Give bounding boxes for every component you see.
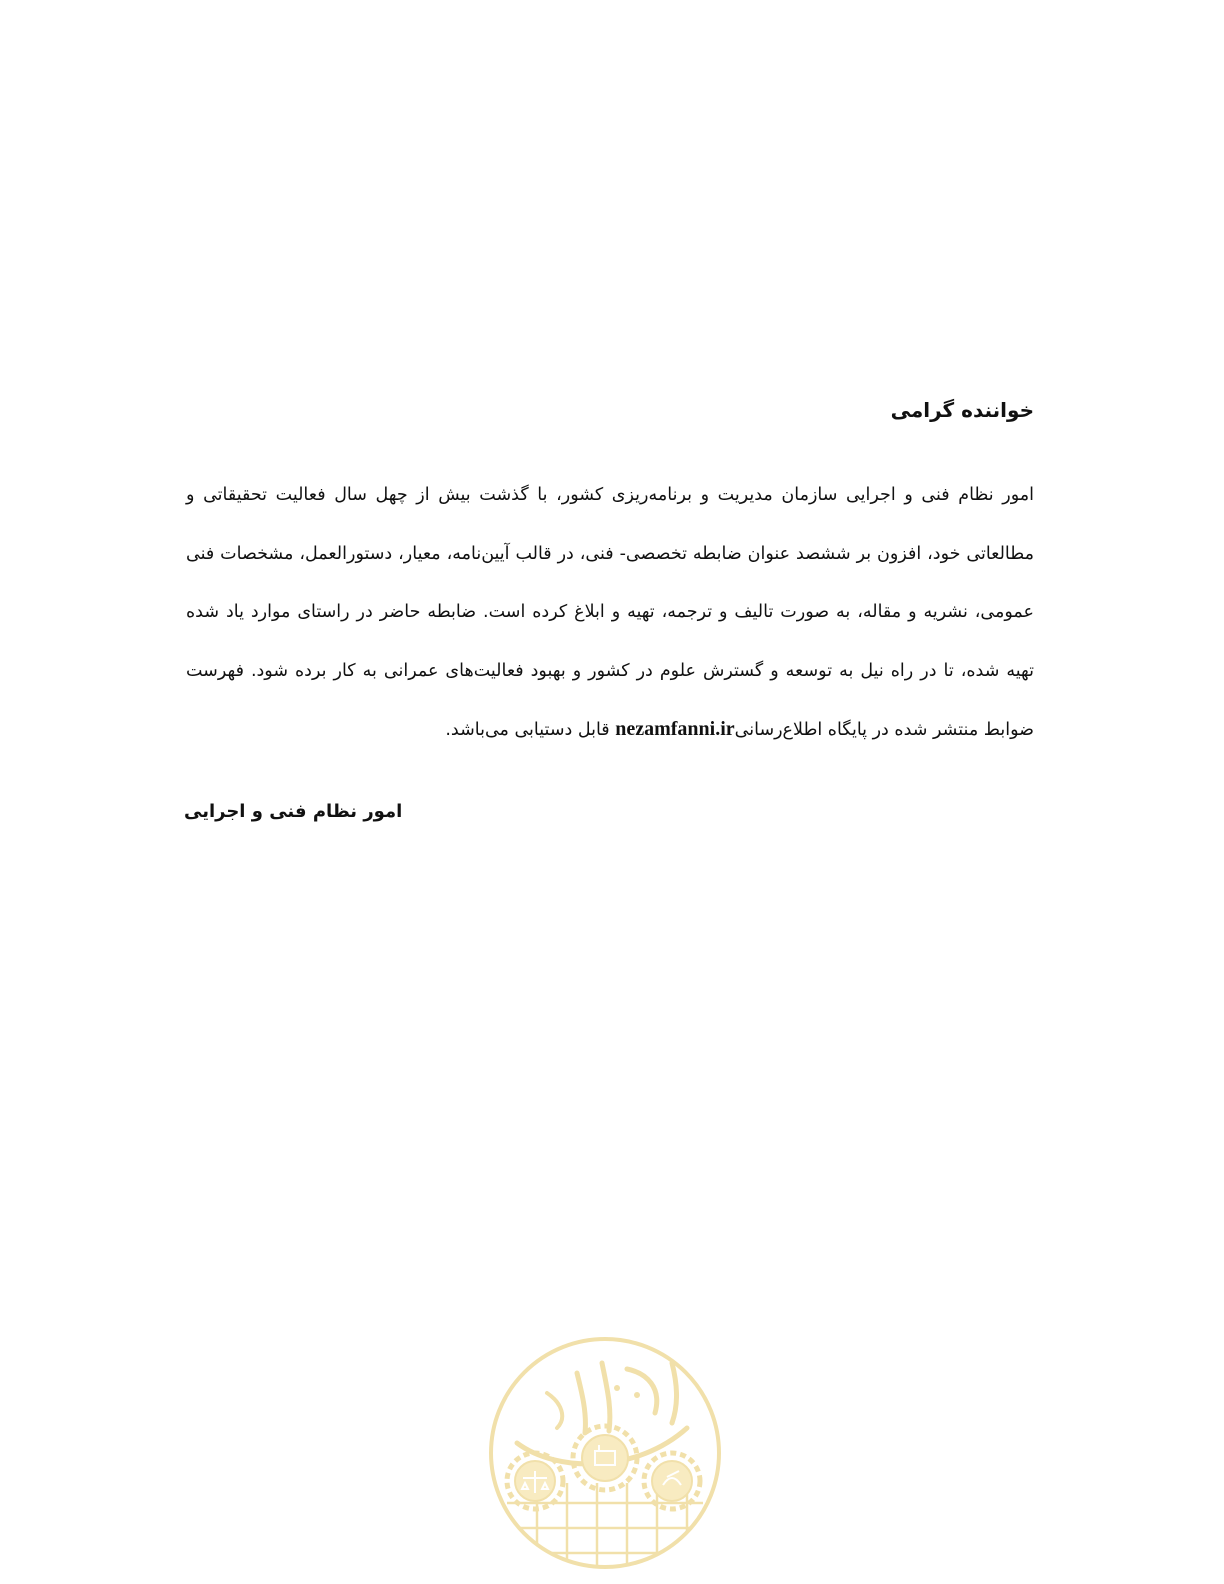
signature: امور نظام فنی و اجرایی [184, 801, 403, 822]
website-link[interactable]: nezamfanni.ir [615, 718, 735, 740]
body-text-main: امور نظام فنی و اجرایی سازمان مدیریت و برنامه‌ریزی کشور، با گذشت بیش از چهل سال فعالیت تحقیقاتی و مطالعاتی خود، افزون بر ششصد عنوان ضابطه تخصصی- فنی، در قالب آیین‌نامه، معیار، دستورالعمل، مشخصات فنی عمومی، نشریه و مقاله، به صورت تالیف و ترجمه، تهیه و ابلاغ کرده است. ضابطه حاضر در راستای موارد یاد شده تهیه شده، تا در راه نیل به توسعه و گسترش علوم در کشور و بهبود فعالیت‌های عمرانی به کار برده شود. فهرست ضوابط منتشر شده در پایگاه اطلاع‌رسانی [186, 485, 1034, 740]
seal-logo-icon [487, 1333, 723, 1573]
page-heading: خواننده گرامی [890, 398, 1034, 422]
body-text-end: قابل دستیابی می‌باشد. [445, 720, 616, 740]
body-paragraph [186, 466, 1034, 760]
